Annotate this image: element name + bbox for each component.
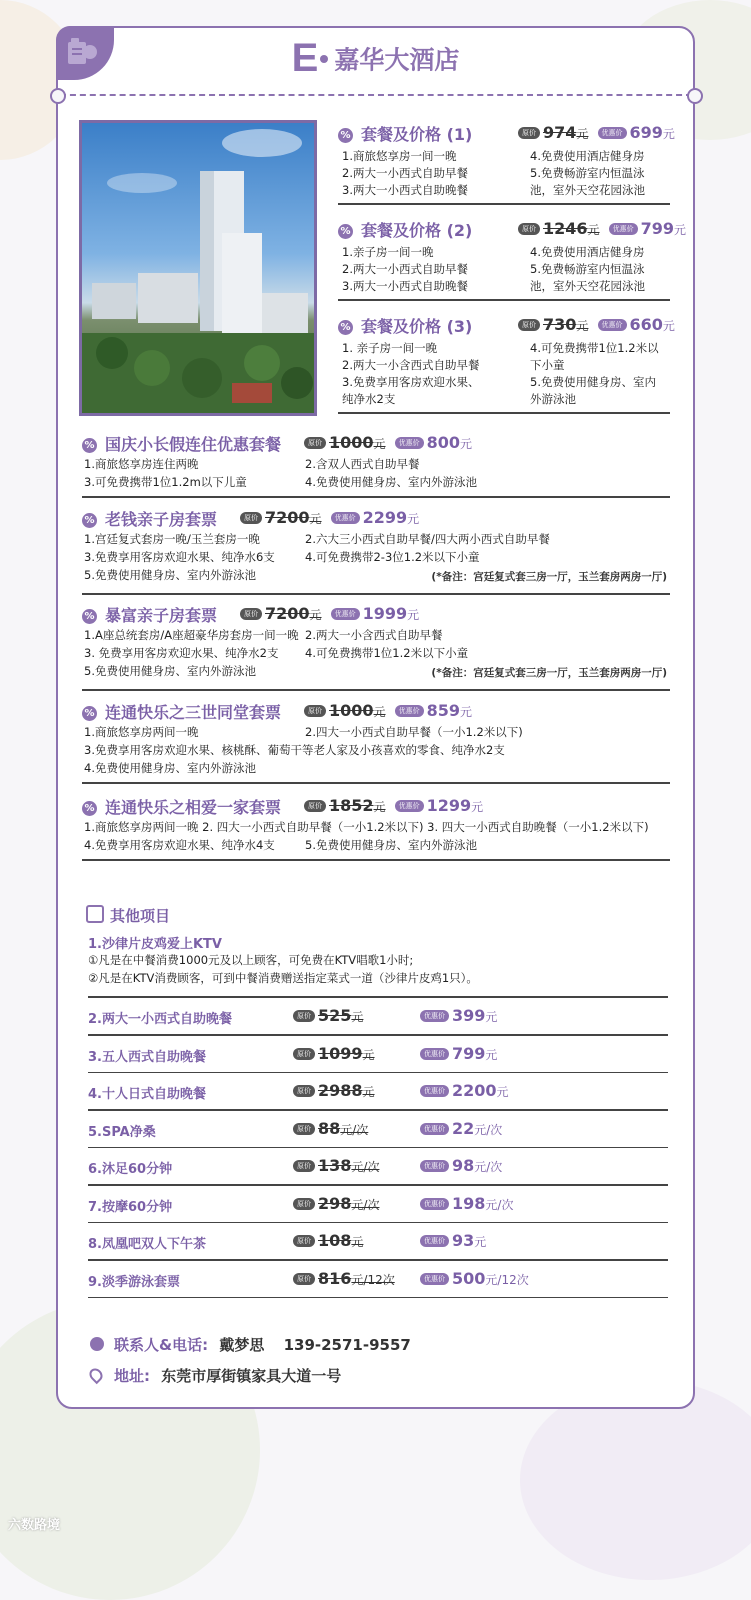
contact-name: 戴梦思 xyxy=(219,1336,265,1354)
watermark: 六数路境 xyxy=(8,1518,61,1533)
package-divider xyxy=(338,203,670,205)
package-title: % 套餐及价格 (1) xyxy=(338,122,472,145)
orig-price: 2988元 xyxy=(318,1081,375,1100)
package-price xyxy=(518,219,686,238)
orig-price-tag: 原价 xyxy=(293,1160,315,1172)
wide-package-price xyxy=(304,433,472,452)
other-sale xyxy=(420,1006,497,1025)
wide-package-title: % 老钱亲子房套票 xyxy=(82,507,217,530)
left-notch xyxy=(50,88,66,104)
sale-price: 500元/12次 xyxy=(452,1268,529,1288)
other-item-label: 3.五人西式自助晚餐 xyxy=(88,1049,206,1065)
other-item-row xyxy=(88,1186,668,1224)
sale-price: 2299元 xyxy=(362,508,420,527)
hotel-photo xyxy=(79,120,317,416)
sale-price-tag: 优惠价 xyxy=(420,1123,449,1135)
percent-icon: % xyxy=(338,128,353,143)
package-item: 1. 亲子房一间一晚 xyxy=(342,341,438,355)
other-item-row xyxy=(88,1111,668,1149)
orig-price-tag: 原价 xyxy=(304,705,326,717)
other-sale xyxy=(420,1119,502,1138)
sale-price-tag: 优惠价 xyxy=(598,127,627,139)
package-divider xyxy=(338,412,670,414)
other-item-divider xyxy=(88,1297,668,1299)
contact-person: 联系人&电话: 戴梦思 139-2571-9557 xyxy=(90,1334,411,1355)
wide-package-item: 3.免费享用客房欢迎水果、纯净水6支 xyxy=(84,550,275,564)
package-item: 3.两大一小西式自助晚餐 xyxy=(342,279,468,293)
sale-price-tag: 优惠价 xyxy=(598,319,627,331)
wide-package-item: 2.四大一小西式自助早餐（一小1.2米以下) xyxy=(305,725,523,739)
address-text: 东莞市厚街镇家具大道一号 xyxy=(161,1367,342,1385)
other-item-label: 9.淡季游泳套票 xyxy=(88,1274,180,1290)
package-item: 池，室外天空花园泳池 xyxy=(530,183,645,197)
orig-price-tag: 原价 xyxy=(293,1273,315,1285)
other-sale xyxy=(420,1269,529,1288)
wide-package-divider xyxy=(82,593,670,595)
phone-icon xyxy=(90,1337,104,1351)
orig-price: 730元 xyxy=(543,315,589,334)
other-orig xyxy=(293,1269,395,1288)
sale-price-tag: 优惠价 xyxy=(420,1273,449,1285)
wide-package-item: 5.免费使用健身房、室内外游泳池 xyxy=(305,838,477,852)
other-item-row xyxy=(88,1148,668,1186)
orig-price-tag: 原价 xyxy=(293,1085,315,1097)
package-item: 下小童 xyxy=(530,358,565,372)
sale-price: 799元 xyxy=(452,1043,498,1063)
orig-price: 1000元 xyxy=(329,701,386,720)
orig-price-tag: 原价 xyxy=(293,1235,315,1247)
title-divider xyxy=(60,94,692,96)
package-item: 1.亲子房一间一晚 xyxy=(342,245,434,259)
wide-package-title: % 国庆小长假连住优惠套餐 xyxy=(82,432,281,455)
wide-package-note: (*备注：宫廷复式套三房一厅，玉兰套房两房一厅) xyxy=(431,667,667,679)
percent-icon: % xyxy=(82,438,97,453)
orig-price: 298元/次 xyxy=(318,1193,380,1213)
orig-price: 88元/次 xyxy=(318,1118,369,1138)
sale-price-tag: 优惠价 xyxy=(395,705,424,717)
package-item: 纯净水2支 xyxy=(342,392,396,406)
sale-price: 799元 xyxy=(640,219,687,238)
ktv-line-2: ②凡是在KTV消费顾客，可到中餐消费赠送指定菜式一道（沙律片皮鸡1只）。 xyxy=(88,971,478,985)
orig-price: 7200元 xyxy=(265,604,322,623)
wide-package-divider xyxy=(82,689,670,691)
other-orig xyxy=(293,1006,363,1025)
percent-icon: % xyxy=(82,609,97,624)
wide-package-price xyxy=(304,796,483,815)
orig-price: 108元 xyxy=(318,1231,364,1250)
sale-price-tag: 优惠价 xyxy=(420,1085,449,1097)
sale-price: 859元 xyxy=(426,701,473,720)
sale-price-tag: 优惠价 xyxy=(420,1198,449,1210)
other-orig xyxy=(293,1156,379,1175)
orig-price: 1852元 xyxy=(329,796,386,815)
orig-price: 138元/次 xyxy=(318,1156,380,1175)
wide-package-item: 2.两大一小含西式自助早餐 xyxy=(305,628,443,642)
wide-package-item: 1.宫廷复式套房一晚/玉兰套房一晚 xyxy=(84,532,260,546)
wide-package-title: % 连通快乐之三世同堂套票 xyxy=(82,700,281,723)
sale-price-tag: 优惠价 xyxy=(420,1160,449,1172)
wide-package-item: 2.含双人西式自助早餐 xyxy=(305,457,420,471)
hotel-name: 嘉华大酒店 xyxy=(334,45,460,75)
wide-package-item: 3.免费享用客房欢迎水果、核桃酥、葡萄干等老人家及小孩喜欢的零食、纯净水2支 xyxy=(84,743,505,757)
orig-price: 1000元 xyxy=(329,433,386,452)
orig-price-tag: 原价 xyxy=(293,1048,315,1060)
orig-price: 1099元 xyxy=(318,1043,375,1063)
sale-price-tag: 优惠价 xyxy=(420,1048,449,1060)
wide-package-item: 1.A座总统套房/A座超豪华房套房一间一晚 xyxy=(84,628,299,642)
other-item-row xyxy=(88,1073,668,1111)
other-orig xyxy=(293,1194,379,1213)
contact-address: 地址: 东莞市厚街镇家具大道一号 xyxy=(90,1365,341,1386)
orig-price-tag: 原价 xyxy=(518,127,540,139)
other-item-label: 6.沐足60分钟 xyxy=(88,1162,173,1177)
orig-price-tag: 原价 xyxy=(240,608,262,620)
wide-package-item: 1.商旅悠享房两间一晚 xyxy=(84,725,199,739)
package-item: 池，室外天空花园泳池 xyxy=(530,279,645,293)
wide-package-price xyxy=(240,508,419,527)
other-item-label: 4.十人日式自助晚餐 xyxy=(88,1087,206,1102)
sale-price: 198元/次 xyxy=(452,1193,514,1213)
wide-package-item: 4.免费使用健身房、室内外游泳池 xyxy=(84,761,256,775)
package-item: 4.可免费携带1位1.2米以 xyxy=(530,341,659,355)
wide-package-price xyxy=(304,701,472,720)
wide-package-divider xyxy=(82,782,670,784)
package-title: % 套餐及价格 (3) xyxy=(338,314,472,337)
other-orig xyxy=(293,1081,375,1100)
other-item-label: 7.按摩60分钟 xyxy=(88,1199,173,1215)
orig-price-tag: 原价 xyxy=(518,223,540,235)
percent-icon: % xyxy=(338,224,353,239)
sale-price: 660元 xyxy=(629,315,675,334)
package-item: 2.两大一小含西式自助早餐 xyxy=(342,358,480,372)
sale-price: 399元 xyxy=(452,1006,498,1025)
wide-package-title: % 暴富亲子房套票 xyxy=(82,603,217,626)
package-item: 3.两大一小西式自助晚餐 xyxy=(342,183,468,197)
sale-price-tag: 优惠价 xyxy=(395,437,424,449)
wide-package-item: 4.免费享用客房欢迎水果、纯净水4支 xyxy=(84,838,275,852)
bg-blob-bottom-right xyxy=(520,1380,751,1580)
other-item-row xyxy=(88,1036,668,1074)
package-price xyxy=(518,123,675,142)
package-item: 5.免费使用健身房、室内 xyxy=(530,375,656,389)
sale-price-tag: 优惠价 xyxy=(609,223,638,235)
other-item-label: 8.凤凰吧双人下午茶 xyxy=(88,1237,206,1252)
wide-package-item: 3.可免费携带1位1.2m以下儿童 xyxy=(84,475,247,489)
orig-price-tag: 原价 xyxy=(518,319,540,331)
package-item: 3.免费享用客房欢迎水果、 xyxy=(342,375,480,389)
other-sale xyxy=(420,1081,509,1100)
orig-price: 7200元 xyxy=(265,508,322,527)
other-orig xyxy=(293,1119,368,1138)
other-sale xyxy=(420,1194,513,1213)
package-item: 1.商旅悠享房一间一晚 xyxy=(342,149,457,163)
sale-price: 699元 xyxy=(629,123,675,142)
package-price xyxy=(518,315,675,334)
package-title: % 套餐及价格 (2) xyxy=(338,218,472,241)
orig-price-tag: 原价 xyxy=(304,800,326,812)
other-sale xyxy=(420,1044,497,1063)
other-item-label: 5.SPA净桑 xyxy=(88,1124,156,1140)
package-item: 5.免费畅游室内恒温泳 xyxy=(530,166,645,180)
sale-price: 98元/次 xyxy=(452,1156,503,1175)
orig-price-tag: 原价 xyxy=(304,437,326,449)
wide-package-item: 5.免费使用健身房、室内外游泳池 xyxy=(84,664,256,678)
package-item: 2.两大一小西式自助早餐 xyxy=(342,262,468,276)
orig-price-tag: 原价 xyxy=(293,1010,315,1022)
sale-price: 1299元 xyxy=(426,796,484,815)
other-item-label: 2.两大一小西式自助晚餐 xyxy=(88,1012,232,1027)
sale-price-tag: 优惠价 xyxy=(331,512,360,524)
other-item-row xyxy=(88,1223,668,1261)
orig-price: 525元 xyxy=(318,1006,364,1025)
other-orig xyxy=(293,1231,363,1250)
sale-price: 22元/次 xyxy=(452,1118,503,1138)
sale-price: 2200元 xyxy=(452,1081,509,1100)
other-item-row xyxy=(88,998,668,1036)
orig-price-tag: 原价 xyxy=(293,1123,315,1135)
package-item: 外游泳池 xyxy=(530,392,576,406)
percent-icon: % xyxy=(82,513,97,528)
ktv-line-1: ①凡是在中餐消费1000元及以上顾客，可免费在KTV唱歌1小时; xyxy=(88,953,414,967)
sale-price: 800元 xyxy=(426,433,473,452)
wide-package-note: (*备注：宫廷复式套三房一厅，玉兰套房两房一厅) xyxy=(431,571,667,583)
orig-price: 1246元 xyxy=(543,219,600,238)
sale-price: 1999元 xyxy=(362,604,420,623)
orig-price-tag: 原价 xyxy=(293,1198,315,1210)
other-heading: 其他项目 xyxy=(86,905,170,926)
sale-price-tag: 优惠价 xyxy=(420,1010,449,1022)
wide-package-divider xyxy=(82,859,670,861)
wide-package-item: 1.商旅悠享房两间一晚 2. 四大一小西式自助早餐（一小1.2米以下) 3. 四大一小西式自助晚餐（一小1.2米以下) xyxy=(84,820,649,834)
other-sale xyxy=(420,1231,486,1250)
other-item-row xyxy=(88,1261,668,1299)
other-orig xyxy=(293,1044,375,1063)
wide-package-item: 5.免费使用健身房、室内外游泳池 xyxy=(84,568,256,582)
orig-price: 974元 xyxy=(543,123,589,142)
sale-price: 93元 xyxy=(452,1231,487,1250)
wide-package-item: 4.免费使用健身房、室内外游泳池 xyxy=(305,475,477,489)
wide-package-price xyxy=(240,604,419,623)
sale-price-tag: 优惠价 xyxy=(331,608,360,620)
wide-package-title: % 连通快乐之相爱一家套票 xyxy=(82,795,281,818)
package-item: 4.免费使用酒店健身房 xyxy=(530,245,645,259)
wide-package-item: 4.可免费携带1位1.2米以下小童 xyxy=(305,646,469,660)
package-divider xyxy=(338,299,670,301)
wide-package-item: 2.六大三小西式自助早餐/四大两小西式自助早餐 xyxy=(305,532,550,546)
location-icon xyxy=(87,1366,105,1384)
package-item: 5.免费畅游室内恒温泳 xyxy=(530,262,645,276)
wide-package-item: 1.商旅悠享房连住两晚 xyxy=(84,457,199,471)
orig-price: 816元/12次 xyxy=(318,1268,395,1288)
percent-icon: % xyxy=(82,706,97,721)
wide-package-divider xyxy=(82,496,670,498)
wide-package-item: 4.可免费携带2-3位1.2米以下小童 xyxy=(305,550,480,564)
page-title xyxy=(0,36,751,81)
wide-package-item: 3. 免费享用客房欢迎水果、纯净水2支 xyxy=(84,646,279,660)
title-letter: E xyxy=(291,36,319,80)
ktv-title: 1.沙律片皮鸡爱上KTV xyxy=(88,937,222,952)
contact-phone: 139-2571-9557 xyxy=(283,1336,411,1354)
other-sale xyxy=(420,1156,502,1175)
sale-price-tag: 优惠价 xyxy=(395,800,424,812)
right-notch xyxy=(687,88,703,104)
package-item: 2.两大一小西式自助早餐 xyxy=(342,166,468,180)
percent-icon: % xyxy=(338,320,353,335)
orig-price-tag: 原价 xyxy=(240,512,262,524)
package-item: 4.免费使用酒店健身房 xyxy=(530,149,645,163)
sale-price-tag: 优惠价 xyxy=(420,1235,449,1247)
other-icon xyxy=(86,905,104,923)
percent-icon: % xyxy=(82,801,97,816)
